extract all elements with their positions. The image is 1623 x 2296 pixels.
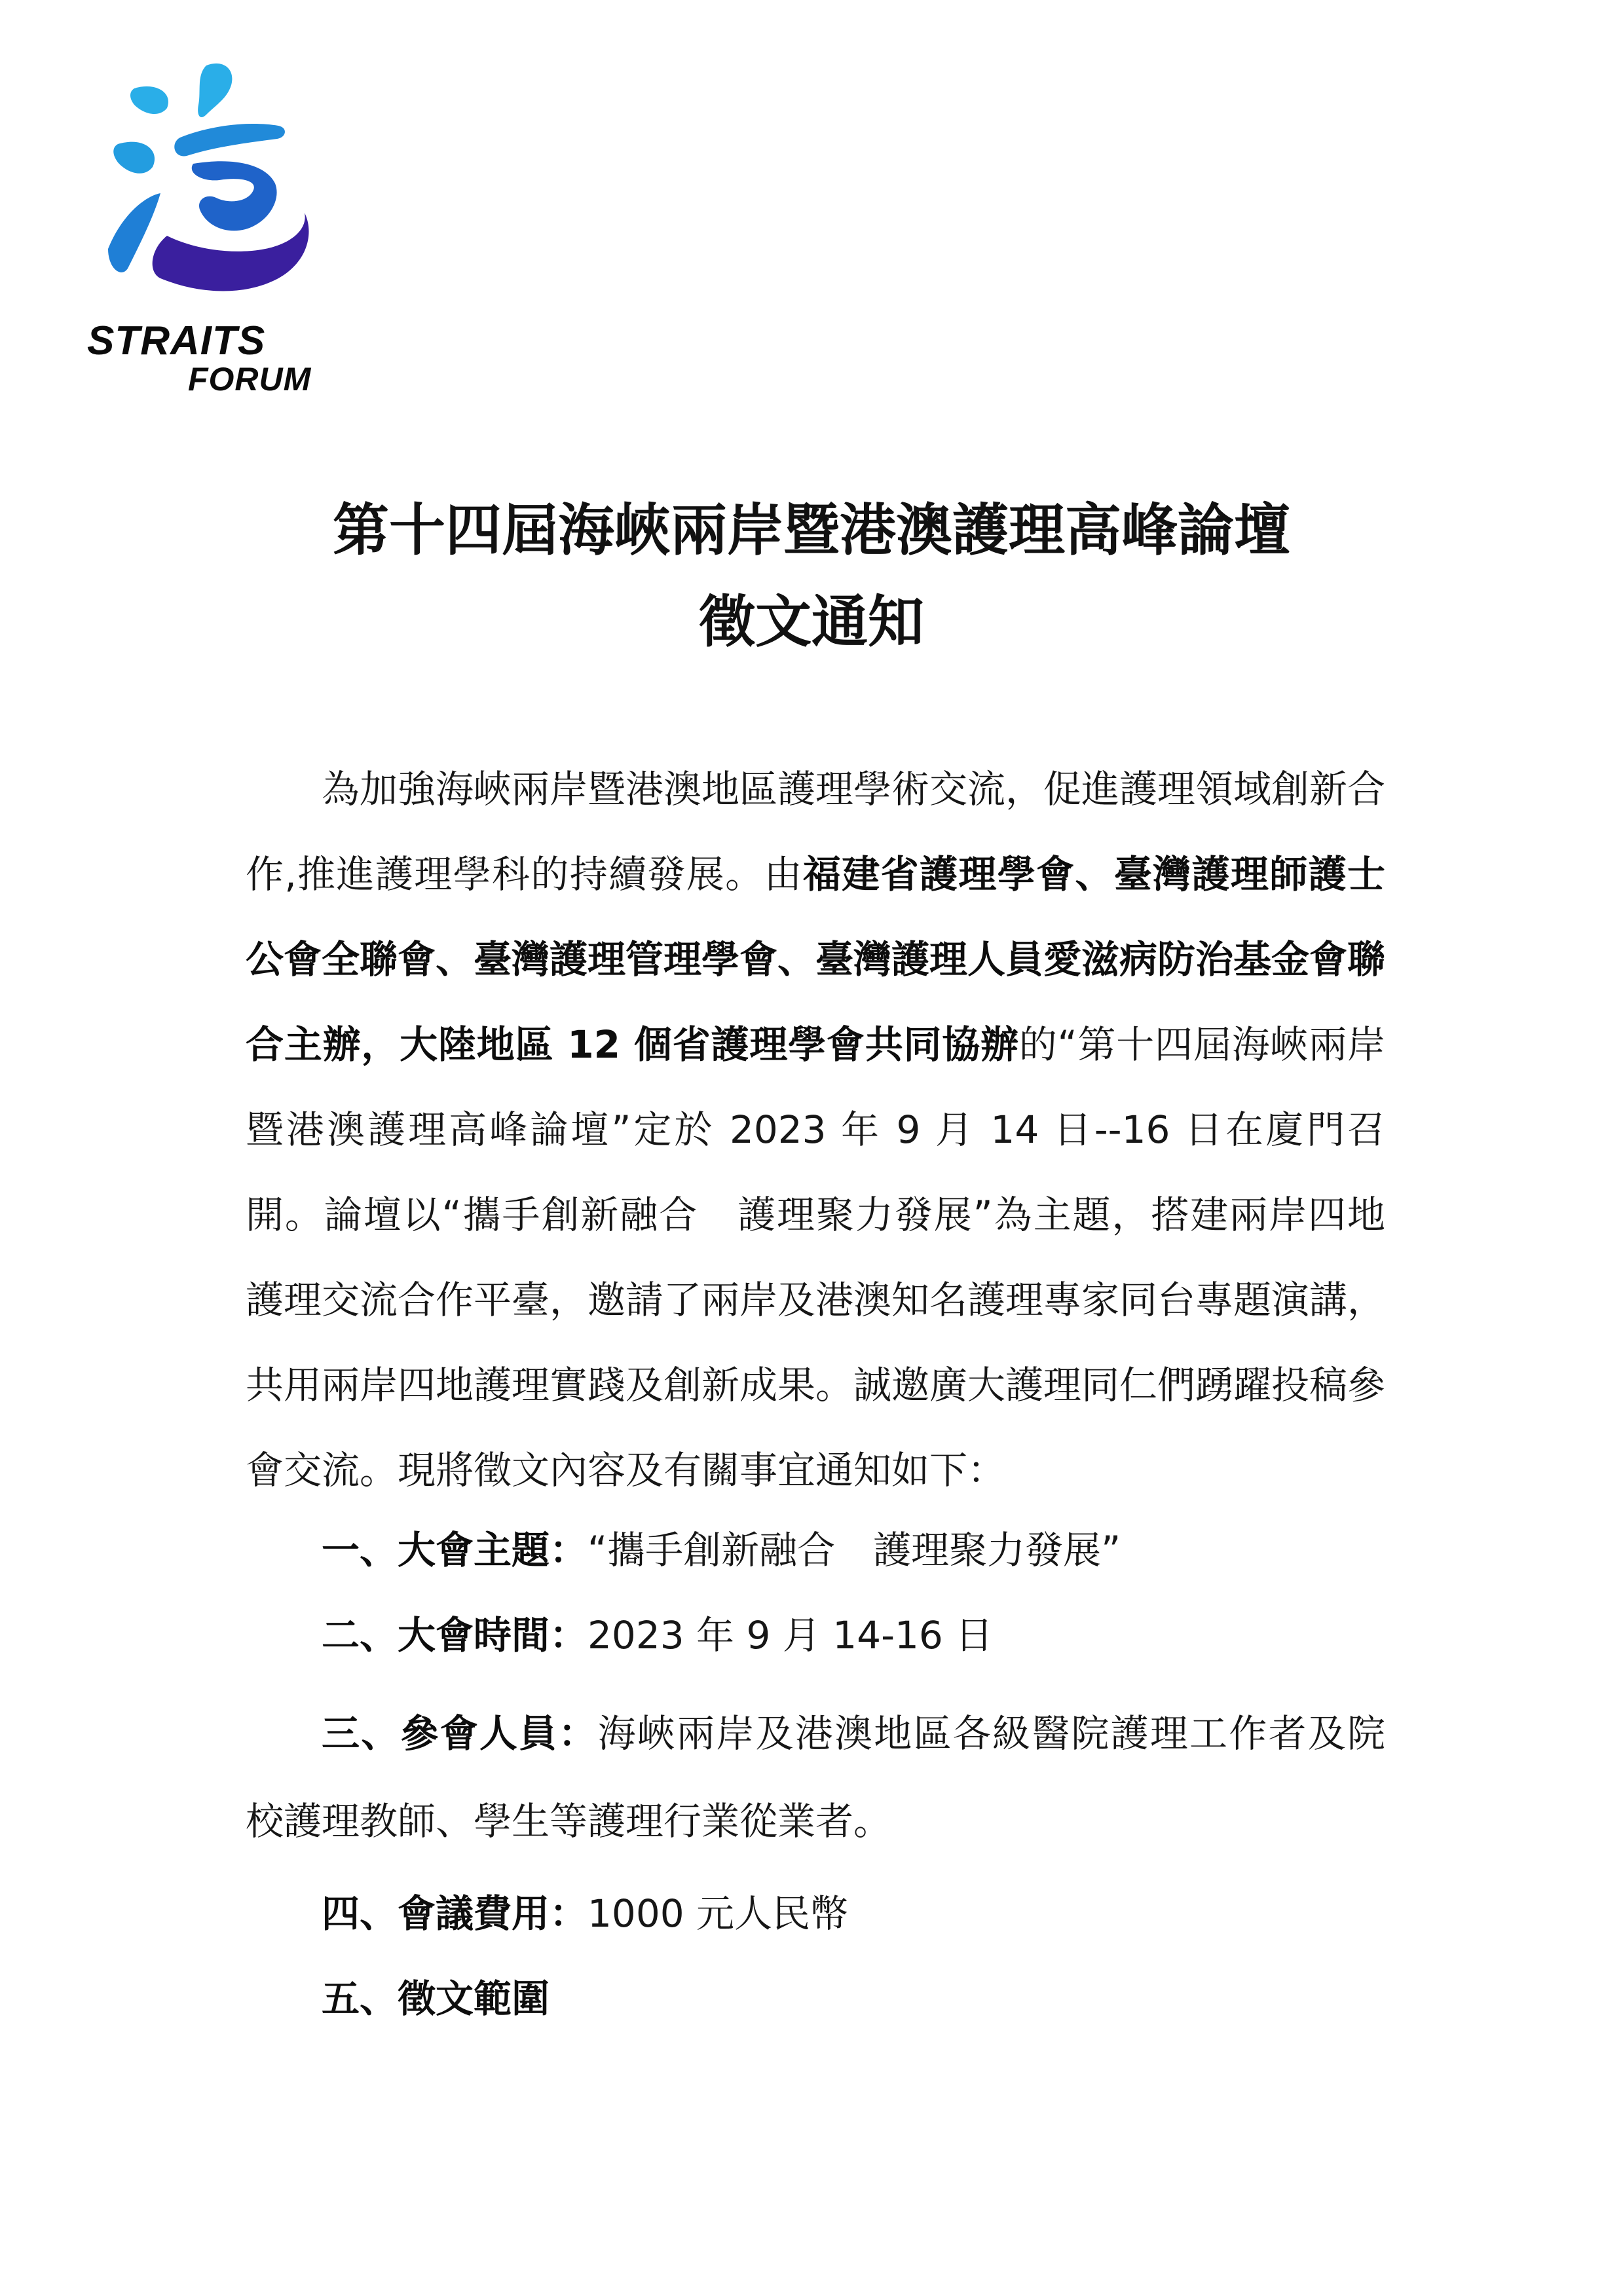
- item-label: 四、會議費用：: [322, 1891, 588, 1936]
- hai-calligraphy-logo-icon: [82, 52, 318, 314]
- document-title: 第十四屆海峽兩岸暨港澳護理高峰論壇: [333, 498, 1290, 563]
- item-participants: [246, 1690, 1385, 1865]
- item-time: [322, 1604, 993, 1659]
- item-label: 一、大會主題：: [322, 1528, 588, 1572]
- intro-organizers: 福建省護理學會、臺灣護理師護士公會全聯會、臺灣護理管理學會、臺灣護理人員愛滋病防治基金會聯合主辦，大陸地區 12 個省護理學會共同協辦: [246, 852, 1386, 1067]
- logo-text-straits: STRAITS: [87, 318, 266, 363]
- item-value: 1000 元人民幣: [588, 1891, 849, 1936]
- item-value: “攜手創新融合 護理聚力發展”: [588, 1528, 1121, 1572]
- item-value: 2023 年 9 月 14-16 日: [588, 1613, 994, 1657]
- item-value: 海峽兩岸及港澳地區各級醫院護理工作者及院校護理教師、學生等護理行業從業者。: [246, 1711, 1385, 1843]
- document-subtitle: 徵文通知: [699, 589, 924, 655]
- intro-paragraph: [246, 747, 1385, 1513]
- straits-forum-logo: [82, 52, 318, 406]
- item-fee: [322, 1883, 848, 1938]
- item-label: 二、大會時間：: [322, 1613, 588, 1657]
- item-label: 五、徵文範圍: [322, 1976, 550, 2021]
- item-theme: [322, 1519, 1121, 1574]
- logo-text-forum: FORUM: [188, 361, 312, 398]
- intro-text-part2: 的“第十四屆海峽兩岸暨港澳護理高峰論壇”定於 2023 年 9 月 14 日--16 日在廈門召開。論壇以“攜手創新融合 護理聚力發展”為主題，搭建兩岸四地護理交流合作平臺，邀請了兩岸及港澳知名護理專家同台專題演講，共用兩岸四地護理實踐及創新成果。誠邀廣大護理同仁們踴躍投稿參會交流。現將徵文內容及有關事宜通知如下：: [246, 1022, 1386, 1492]
- item-scope: [322, 1968, 550, 2023]
- item-label: 三、參會人員：: [322, 1711, 598, 1756]
- intro-text-part1: 為加強海峽兩岸暨港澳地區護理學術交流，促進護理領域創新合作,推進護理學科的持續發展。由: [246, 767, 1386, 897]
